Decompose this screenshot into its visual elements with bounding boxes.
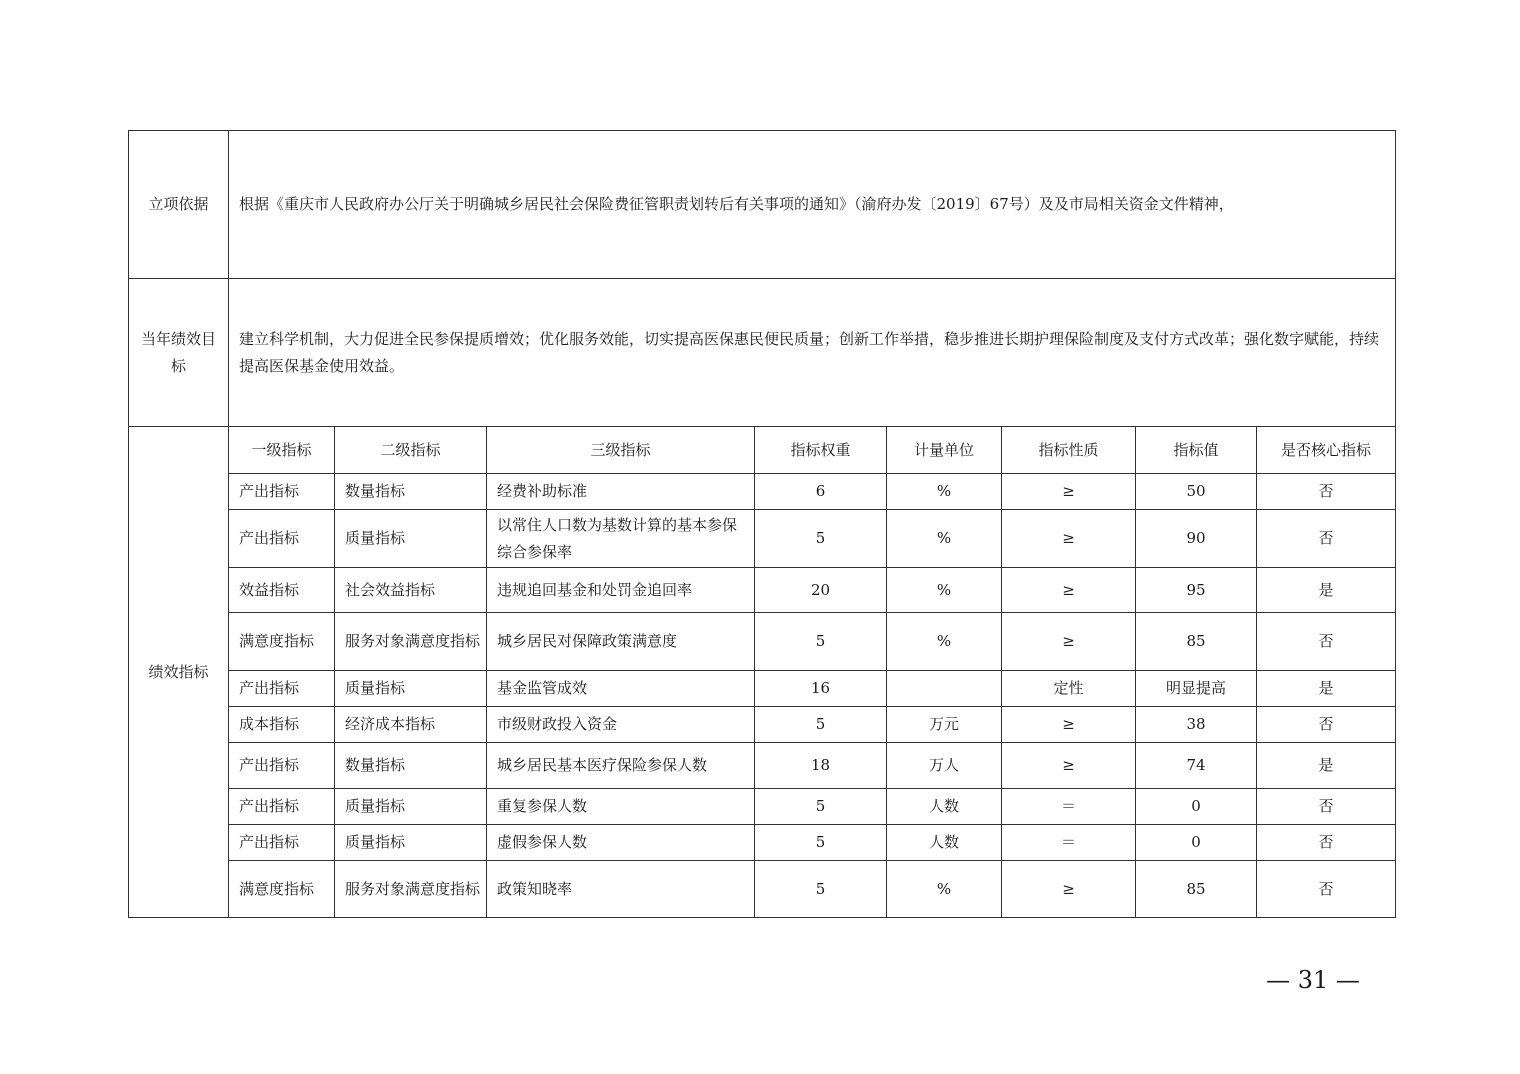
table-row xyxy=(129,671,1396,707)
cell-value: 0 xyxy=(1136,789,1257,825)
table-row xyxy=(129,825,1396,861)
cell-level2: 服务对象满意度指标 xyxy=(335,613,487,671)
cell-level2: 质量指标 xyxy=(335,510,487,568)
cell-core: 否 xyxy=(1257,613,1396,671)
cell-core: 是 xyxy=(1257,743,1396,789)
header-level2: 二级指标 xyxy=(335,427,487,474)
cell-level3: 基金监管成效 xyxy=(487,671,755,707)
cell-core: 否 xyxy=(1257,707,1396,743)
table-row xyxy=(129,613,1396,671)
basis-label: 立项依据 xyxy=(129,131,229,279)
cell-level3: 虚假参保人数 xyxy=(487,825,755,861)
cell-unit: 万元 xyxy=(887,707,1002,743)
cell-weight: 5 xyxy=(755,861,887,918)
header-nature: 指标性质 xyxy=(1002,427,1136,474)
cell-level3: 违规追回基金和处罚金追回率 xyxy=(487,568,755,613)
table-row xyxy=(129,789,1396,825)
cell-unit: % xyxy=(887,510,1002,568)
cell-nature: ≥ xyxy=(1002,861,1136,918)
cell-unit: % xyxy=(887,474,1002,510)
header-level1: 一级指标 xyxy=(229,427,335,474)
cell-level1: 产出指标 xyxy=(229,510,335,568)
cell-nature: ≥ xyxy=(1002,743,1136,789)
cell-weight: 20 xyxy=(755,568,887,613)
cell-value: 90 xyxy=(1136,510,1257,568)
cell-level1: 满意度指标 xyxy=(229,861,335,918)
cell-value: 95 xyxy=(1136,568,1257,613)
cell-core: 是 xyxy=(1257,671,1396,707)
cell-unit: % xyxy=(887,568,1002,613)
cell-level1: 产出指标 xyxy=(229,671,335,707)
cell-weight: 5 xyxy=(755,613,887,671)
cell-level3: 经费补助标准 xyxy=(487,474,755,510)
cell-core: 否 xyxy=(1257,789,1396,825)
cell-level3: 市级财政投入资金 xyxy=(487,707,755,743)
cell-unit: % xyxy=(887,861,1002,918)
cell-weight: 18 xyxy=(755,743,887,789)
cell-level2: 数量指标 xyxy=(335,474,487,510)
cell-level2: 社会效益指标 xyxy=(335,568,487,613)
cell-unit: 人数 xyxy=(887,789,1002,825)
basis-content: 根据《重庆市人民政府办公厅关于明确城乡居民社会保险费征管职责划转后有关事项的通知》（渝府办发〔2019〕67号）及及市局相关资金文件精神， xyxy=(229,131,1396,279)
goal-label: 当年绩效目标 xyxy=(129,279,229,427)
cell-level3: 以常住人口数为基数计算的基本参保综合参保率 xyxy=(487,510,755,568)
cell-level2: 数量指标 xyxy=(335,743,487,789)
indicators-label: 绩效指标 xyxy=(129,427,229,918)
table-row xyxy=(129,861,1396,918)
cell-level2: 质量指标 xyxy=(335,789,487,825)
cell-nature: ≥ xyxy=(1002,510,1136,568)
cell-weight: 5 xyxy=(755,707,887,743)
cell-weight: 5 xyxy=(755,825,887,861)
cell-value: 50 xyxy=(1136,474,1257,510)
table-row xyxy=(129,568,1396,613)
cell-level1: 产出指标 xyxy=(229,825,335,861)
cell-nature: ≥ xyxy=(1002,568,1136,613)
cell-value: 38 xyxy=(1136,707,1257,743)
goal-row xyxy=(129,279,1396,427)
cell-value: 74 xyxy=(1136,743,1257,789)
cell-nature: ≥ xyxy=(1002,707,1136,743)
table-row xyxy=(129,707,1396,743)
header-core: 是否核心指标 xyxy=(1257,427,1396,474)
cell-core: 否 xyxy=(1257,510,1396,568)
cell-nature: ≥ xyxy=(1002,613,1136,671)
cell-level2: 服务对象满意度指标 xyxy=(335,861,487,918)
table-row xyxy=(129,743,1396,789)
cell-value: 明显提高 xyxy=(1136,671,1257,707)
header-weight: 指标权重 xyxy=(755,427,887,474)
cell-level3: 政策知晓率 xyxy=(487,861,755,918)
cell-core: 否 xyxy=(1257,861,1396,918)
cell-nature: ≥ xyxy=(1002,474,1136,510)
cell-level1: 满意度指标 xyxy=(229,613,335,671)
cell-level1: 产出指标 xyxy=(229,743,335,789)
cell-core: 是 xyxy=(1257,568,1396,613)
cell-level2: 质量指标 xyxy=(335,825,487,861)
table-row xyxy=(129,510,1396,568)
performance-table xyxy=(128,130,1396,918)
cell-weight: 5 xyxy=(755,789,887,825)
header-unit: 计量单位 xyxy=(887,427,1002,474)
cell-core: 否 xyxy=(1257,474,1396,510)
basis-row xyxy=(129,131,1396,279)
cell-unit: % xyxy=(887,613,1002,671)
cell-level2: 经济成本指标 xyxy=(335,707,487,743)
cell-level1: 成本指标 xyxy=(229,707,335,743)
cell-value: 85 xyxy=(1136,613,1257,671)
cell-unit xyxy=(887,671,1002,707)
cell-unit: 万人 xyxy=(887,743,1002,789)
header-level3: 三级指标 xyxy=(487,427,755,474)
page-number: — 31 — xyxy=(1266,966,1360,994)
indicator-header-row xyxy=(129,427,1396,474)
cell-core: 否 xyxy=(1257,825,1396,861)
header-value: 指标值 xyxy=(1136,427,1257,474)
cell-level3: 重复参保人数 xyxy=(487,789,755,825)
cell-level3: 城乡居民对保障政策满意度 xyxy=(487,613,755,671)
cell-unit: 人数 xyxy=(887,825,1002,861)
cell-level2: 质量指标 xyxy=(335,671,487,707)
cell-nature: ＝ xyxy=(1002,825,1136,861)
cell-weight: 6 xyxy=(755,474,887,510)
cell-value: 85 xyxy=(1136,861,1257,918)
cell-weight: 16 xyxy=(755,671,887,707)
cell-level1: 产出指标 xyxy=(229,474,335,510)
cell-nature: 定性 xyxy=(1002,671,1136,707)
table-row xyxy=(129,474,1396,510)
cell-nature: ＝ xyxy=(1002,789,1136,825)
cell-weight: 5 xyxy=(755,510,887,568)
cell-level1: 效益指标 xyxy=(229,568,335,613)
goal-content: 建立科学机制，大力促进全民参保提质增效；优化服务效能，切实提高医保惠民便民质量；创新工作举措，稳步推进长期护理保险制度及支付方式改革；强化数字赋能，持续提高医保基金使用效益。 xyxy=(229,279,1396,427)
cell-value: 0 xyxy=(1136,825,1257,861)
cell-level3: 城乡居民基本医疗保险参保人数 xyxy=(487,743,755,789)
cell-level1: 产出指标 xyxy=(229,789,335,825)
